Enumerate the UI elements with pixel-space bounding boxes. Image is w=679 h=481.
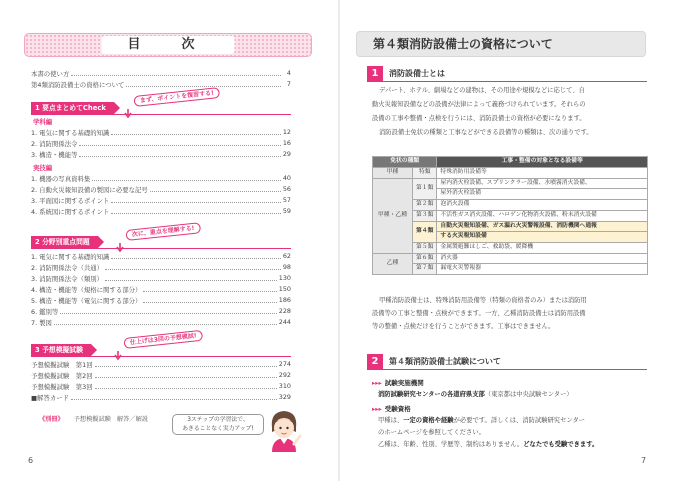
paragraph-line: 消防設備士免状の種類と工事などができる設備等の種類は、次の通りです。 — [379, 129, 593, 136]
toc-entry-page: 12 — [282, 128, 291, 136]
paragraph-line: 甲種消防設備士は、特殊消防用設備等（特類の資格者のみ）または消防用 — [379, 297, 587, 304]
table-row — [373, 253, 648, 264]
chapter-tip-bubble: 次に、重点を理解する! — [125, 222, 200, 241]
toc-entry-title: 1. 電気に関する基礎的知識 — [31, 128, 110, 137]
table-row — [373, 242, 648, 253]
toc-entry[interactable] — [31, 184, 291, 194]
info-line — [378, 428, 485, 438]
grade-cell: 乙種 — [373, 253, 413, 274]
chapter-underline — [31, 114, 291, 115]
table-row-highlight — [373, 221, 648, 232]
toc-entry-page: 56 — [282, 185, 291, 193]
toc-entry-title: 7. 製図 — [31, 318, 52, 327]
toc-leader-dots — [111, 209, 280, 214]
page-number-left: 6 — [28, 456, 34, 465]
toc-entry[interactable] — [31, 392, 291, 402]
toc-subsection-label: 学科編 — [33, 118, 53, 126]
class-cell: 第１類 — [413, 178, 437, 199]
toc-leader-dots — [95, 384, 277, 389]
info-heading — [372, 404, 411, 413]
toc-entry-page: 59 — [282, 207, 291, 215]
paragraph-line: 設備の工事や整備・点検を行うには、消防設備士の資格が必要になります。 — [372, 115, 586, 122]
class-cell: 第４類 — [413, 221, 437, 242]
section-1-title: 消防設備士とは — [389, 69, 445, 78]
toc-entry[interactable] — [31, 206, 291, 216]
toc-entry-title: 1. 機器の写真資料集 — [31, 174, 91, 183]
toc-entry[interactable] — [31, 284, 291, 294]
toc-entry-page: 98 — [282, 263, 291, 271]
toc-leader-dots — [79, 152, 280, 157]
right-page-title: 第４類消防設備士の資格について — [356, 31, 646, 57]
table-header-license: 免状の種類 — [373, 157, 437, 168]
section-1-number: 1 — [367, 66, 383, 82]
speech-line-1: 3ステップの学習法で、 — [187, 417, 249, 423]
info-text-bold: 消防試験研究センターの各道府県支部 — [378, 391, 485, 398]
toc-leader-dots — [150, 187, 281, 192]
info-heading-text: 試験実施機関 — [384, 379, 424, 387]
toc-entry-title: 予想模擬試験 第3回 — [31, 382, 93, 391]
equipment-cell: 不活性ガス消火設備、ハロゲン化物消火設備、粉末消火設備 — [437, 210, 648, 221]
paragraph-line: 動火災報知設備などの設備が法律によって義務づけられています。それらの — [372, 101, 586, 108]
toc-entry-page: 4 — [286, 69, 291, 77]
table-row — [373, 210, 648, 221]
toc-leader-dots — [71, 395, 277, 400]
toc-entry-title: 4. 系統図に関するポイント — [31, 207, 110, 216]
class-cell: 特類 — [413, 168, 437, 179]
toc-entry-page: 244 — [278, 318, 291, 326]
toc-entry-title: 3. 構造・機能等 — [31, 150, 78, 159]
toc-entry[interactable] — [31, 381, 291, 391]
toc-entry-page: 310 — [278, 382, 291, 390]
info-text: （東京都は中央試験センター） — [484, 391, 573, 398]
toc-leader-dots — [95, 373, 277, 378]
toc-leader-dots — [111, 130, 280, 135]
toc-leader-dots — [143, 287, 276, 292]
toc-leader-dots — [92, 176, 281, 181]
bessatsu-note — [39, 414, 148, 423]
info-heading-text: 受験資格 — [384, 405, 411, 413]
chapter-heading: 3 予想模擬試験 — [31, 344, 91, 356]
section-1-heading — [367, 66, 647, 82]
toc-entry-title: 2. 自動火災報知設備の製図に必要な記号 — [31, 185, 148, 194]
equipment-cell: 消火器 — [437, 253, 648, 264]
triple-arrow-icon: ▸▸▸ — [372, 405, 382, 413]
bessatsu-tag: 《別冊》 — [39, 416, 64, 423]
info-text: のホームページを参照してください。 — [378, 429, 485, 436]
toc-entry-page: 329 — [278, 393, 291, 401]
toc-leader-dots — [95, 362, 277, 367]
class-cell: 第７類 — [413, 264, 437, 275]
toc-entry-page: 228 — [278, 307, 291, 315]
equipment-cell: 屋外消火栓設備 — [437, 189, 648, 200]
toc-entry-title: 3. 平面図に関するポイント — [31, 196, 110, 205]
toc-entry[interactable] — [31, 306, 291, 316]
toc-entry-title: 4. 構造・機能等（規格に関する部分） — [31, 285, 142, 294]
chapter-underline — [31, 356, 291, 357]
toc-entry-title: 予想模擬試験 第1回 — [31, 360, 93, 369]
toc-entry[interactable] — [31, 68, 291, 78]
equipment-cell: する火災報知設備 — [437, 232, 648, 243]
triple-arrow-icon: ▸▸▸ — [372, 379, 382, 387]
arrow-icon — [116, 238, 124, 248]
speech-line-2: あきることなく実力アップ! — [182, 425, 254, 432]
toc-entry[interactable] — [31, 359, 291, 369]
toc-entry-page: 29 — [282, 150, 291, 158]
info-text: が必要です。詳しくは、消防試験研究センター — [453, 417, 586, 424]
equipment-cell: 漏電火災警報器 — [437, 264, 648, 275]
chapter-tip-bubble: まず、ポイントを復習する! — [133, 87, 220, 107]
chapter-tip-bubble: 仕上げは3回の予想模試! — [123, 330, 203, 349]
toc-entry[interactable] — [31, 251, 291, 261]
toc-entry[interactable] — [31, 295, 291, 305]
toc-leader-dots — [105, 276, 277, 281]
toc-entry-title: 2. 消防関係法令（共通） — [31, 263, 104, 272]
table-row — [373, 178, 648, 189]
toc-entry[interactable] — [31, 317, 291, 327]
toc-entry[interactable] — [31, 79, 291, 89]
toc-entry-page: 292 — [278, 371, 291, 379]
chapter-heading: 1 要点まとめてCheck — [31, 102, 114, 114]
toc-entry-title: 第4類消防設備士の資格について — [31, 80, 125, 89]
toc-entry-page: 186 — [278, 296, 291, 304]
section-2-heading — [367, 354, 647, 370]
table-row — [373, 168, 648, 179]
grade-cell: 甲種 — [373, 168, 413, 179]
toc-entry-page: 16 — [282, 139, 291, 147]
toc-entry-page: 7 — [286, 80, 291, 88]
info-line — [378, 416, 585, 426]
class-cell: 第５類 — [413, 242, 437, 253]
toc-entry-title: 予想模擬試験 第2回 — [31, 371, 93, 380]
class-cell: 第３類 — [413, 210, 437, 221]
toc-leader-dots — [105, 265, 281, 270]
toc-entry-title: 5. 構造・機能等（電気に関する部分） — [31, 296, 142, 305]
toc-leader-dots — [126, 82, 281, 87]
toc-entry[interactable] — [31, 127, 291, 137]
toc-entry-title: 6. 鑑別等 — [31, 307, 59, 316]
toc-entry-title: 3. 消防関係法令（類別） — [31, 274, 104, 283]
toc-leader-dots — [54, 320, 277, 325]
info-line — [378, 390, 573, 400]
toc-leader-dots — [71, 71, 281, 76]
toc-entry[interactable] — [31, 370, 291, 380]
toc-title-banner — [24, 33, 312, 57]
toc-entry[interactable] — [31, 138, 291, 148]
info-text: 乙種は、年齢、性別、学歴等、制約はありません。 — [378, 441, 524, 448]
toc-subsection-label: 実技編 — [33, 164, 53, 172]
left-page — [0, 0, 339, 481]
info-text-bold: 一定の資格や経験 — [403, 417, 454, 424]
toc-entry-title: 1. 電気に関する基礎的知識 — [31, 252, 110, 261]
toc-entry-title: ■解答カード — [31, 393, 69, 402]
equipment-cell: 泡消火設備 — [437, 200, 648, 211]
toc-entry-page: 40 — [282, 174, 291, 182]
info-line — [378, 440, 598, 450]
class-cell: 第６類 — [413, 253, 437, 264]
paragraph-line: 等の整備・点検だけを行うことができます。工事はできません。 — [372, 323, 555, 330]
toc-entry-page: 62 — [282, 252, 291, 260]
toc-leader-dots — [111, 254, 280, 259]
table-row — [373, 200, 648, 211]
chapter-heading: 2 分野別重点問題 — [31, 236, 98, 248]
page-number-right: 7 — [641, 456, 647, 465]
table-row — [373, 264, 648, 275]
info-text: 甲種は、 — [378, 417, 404, 424]
equipment-cell: 自動火災報知設備、ガス漏れ火災警報設備、消防機関へ通報 — [437, 221, 648, 232]
toc-entry[interactable] — [31, 273, 291, 283]
class-cell: 第２類 — [413, 200, 437, 211]
table-header-equipment: 工事・整備の対象となる設備等 — [437, 157, 648, 168]
chapter-underline — [31, 248, 291, 249]
toc-entry[interactable] — [31, 149, 291, 159]
toc-entry-title: 本書の使い方 — [31, 69, 70, 78]
toc-leader-dots — [79, 141, 280, 146]
toc-leader-dots — [60, 309, 276, 314]
speech-bubble — [172, 414, 264, 435]
toc-entry-title: 2. 消防関係法令 — [31, 139, 78, 148]
section-2-number: 2 — [367, 354, 383, 370]
toc-leader-dots — [143, 298, 276, 303]
equipment-cell: 屋内消火栓設備、スプリンクラー設備、水噴霧消火設備、 — [437, 178, 648, 189]
equipment-cell: 金属製避難はしご、救助袋、緩降機 — [437, 242, 648, 253]
arrow-icon — [124, 104, 132, 114]
toc-entry-page: 274 — [278, 360, 291, 368]
equipment-cell: 特殊消防用設備等 — [437, 168, 648, 179]
toc-entry-page: 57 — [282, 196, 291, 204]
info-heading — [372, 378, 424, 387]
arrow-icon — [114, 346, 122, 356]
toc-entry[interactable] — [31, 195, 291, 205]
info-text-bold: どなたでも受験できます。 — [523, 441, 599, 448]
bessatsu-text: 予想模擬試験 解答／解説 — [73, 416, 148, 423]
toc-leader-dots — [111, 198, 280, 203]
paragraph-line: デパート、ホテル、劇場などの建物は、その用途や規模などに応じて、自 — [379, 87, 585, 94]
mascot-illustration — [266, 408, 302, 452]
toc-title: 目 次 — [101, 36, 234, 54]
toc-entry-page: 150 — [278, 285, 291, 293]
license-table — [372, 156, 648, 275]
section-2-title: 第４類消防設備士試験について — [389, 357, 501, 366]
toc-entry-page: 130 — [278, 274, 291, 282]
paragraph-line: 設備等の工事と整備・点検ができます。一方、乙種消防設備士は消防用設備 — [372, 310, 586, 317]
toc-entry[interactable] — [31, 262, 291, 272]
toc-entry[interactable] — [31, 173, 291, 183]
grade-cell: 甲種・乙種 — [373, 178, 413, 253]
